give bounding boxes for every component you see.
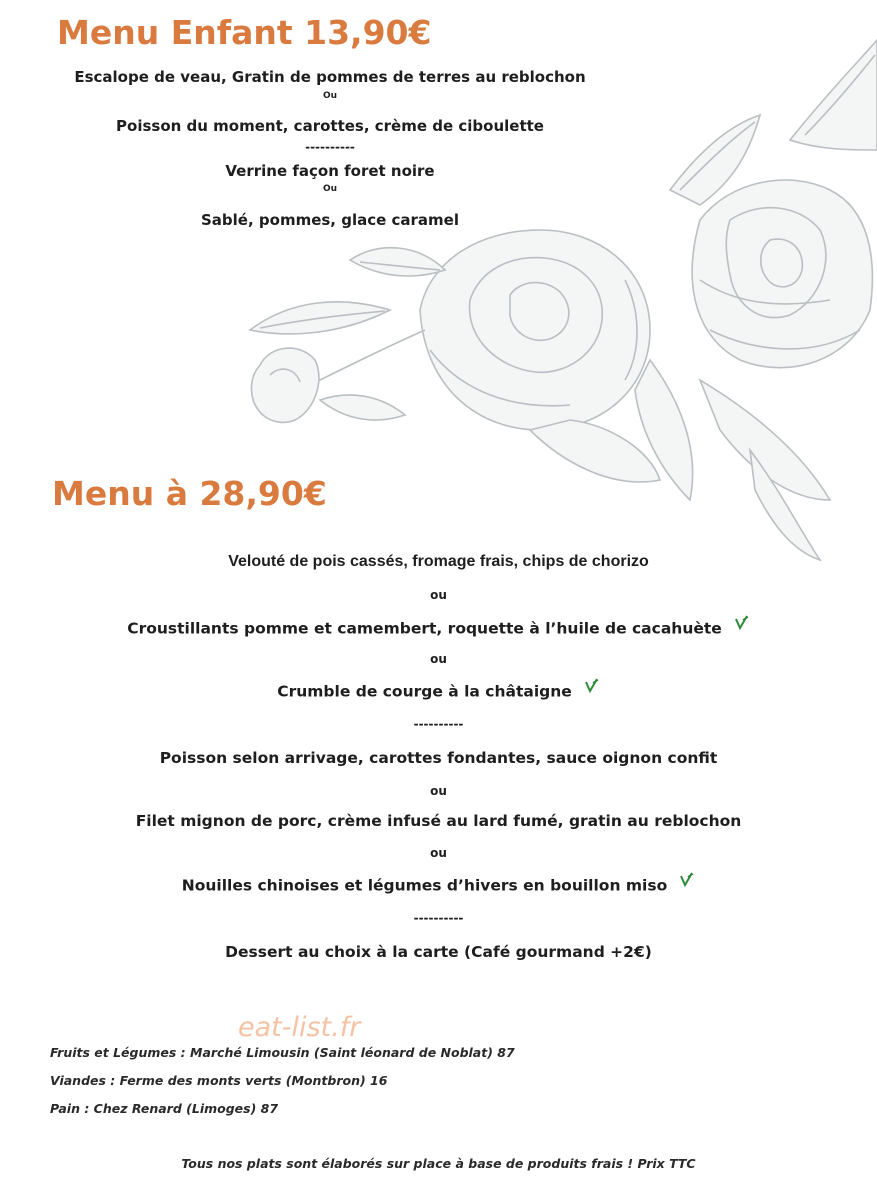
vegetarian-leaf-icon xyxy=(732,614,750,636)
main-poisson: Poisson selon arrivage, carottes fondantes, sauce oignon confit xyxy=(159,749,718,767)
watermark: eat-list.fr xyxy=(238,1012,361,1043)
or-separator: ou xyxy=(430,588,447,602)
course-separator: ---------- xyxy=(413,911,464,925)
or-separator: ou xyxy=(430,784,447,798)
or-separator: ou xyxy=(430,846,447,860)
main-nouilles xyxy=(0,875,877,897)
starter-crumble xyxy=(0,681,877,703)
course-separator: ---------- xyxy=(413,717,464,731)
kids-dish-veal: Escalope de veau, Gratin de pommes de terres au reblochon xyxy=(74,68,586,86)
peony-illustration xyxy=(230,30,877,570)
kids-course-separator: ---------- xyxy=(305,140,355,154)
adult-menu-title: Menu à 28,90€ xyxy=(52,474,327,513)
kids-or-separator: Ou xyxy=(322,184,338,194)
kids-dessert-sable: Sablé, pommes, glace caramel xyxy=(201,211,459,229)
kids-dish-fish: Poisson du moment, carottes, crème de ciboulette xyxy=(116,117,544,135)
footer-note: Tous nos plats sont élaborés sur place à base de produits frais ! Prix TTC xyxy=(181,1156,696,1171)
kids-dessert-verrine: Verrine façon foret noire xyxy=(225,162,435,180)
supplier-pain: Pain : Chez Renard (Limoges) 87 xyxy=(50,1101,279,1116)
starter-croustillants-label: Croustillants pomme et camembert, roquette à l’huile de cacahuète xyxy=(127,619,722,638)
vegetarian-leaf-icon xyxy=(677,871,695,893)
supplier-fruits-legumes: Fruits et Légumes : Marché Limousin (Saint léonard de Noblat) 87 xyxy=(50,1045,515,1060)
starter-croustillants xyxy=(0,618,877,640)
supplier-viandes: Viandes : Ferme des monts verts (Montbron) 16 xyxy=(50,1073,388,1088)
vegetarian-leaf-icon xyxy=(582,677,600,699)
main-nouilles-label: Nouilles chinoises et légumes d’hivers en bouillon miso xyxy=(181,876,668,895)
main-filet-mignon: Filet mignon de porc, crème infusé au lard fumé, gratin au reblochon xyxy=(135,812,742,830)
starter-veloute: Velouté de pois cassés, fromage frais, chips de chorizo xyxy=(228,553,649,570)
or-separator: ou xyxy=(430,652,447,666)
starter-crumble-label: Crumble de courge à la châtaigne xyxy=(277,682,572,701)
kids-menu-title: Menu Enfant 13,90€ xyxy=(57,13,432,52)
dessert-line: Dessert au choix à la carte (Café gourmand +2€) xyxy=(225,943,652,961)
kids-or-separator: Ou xyxy=(322,91,338,101)
